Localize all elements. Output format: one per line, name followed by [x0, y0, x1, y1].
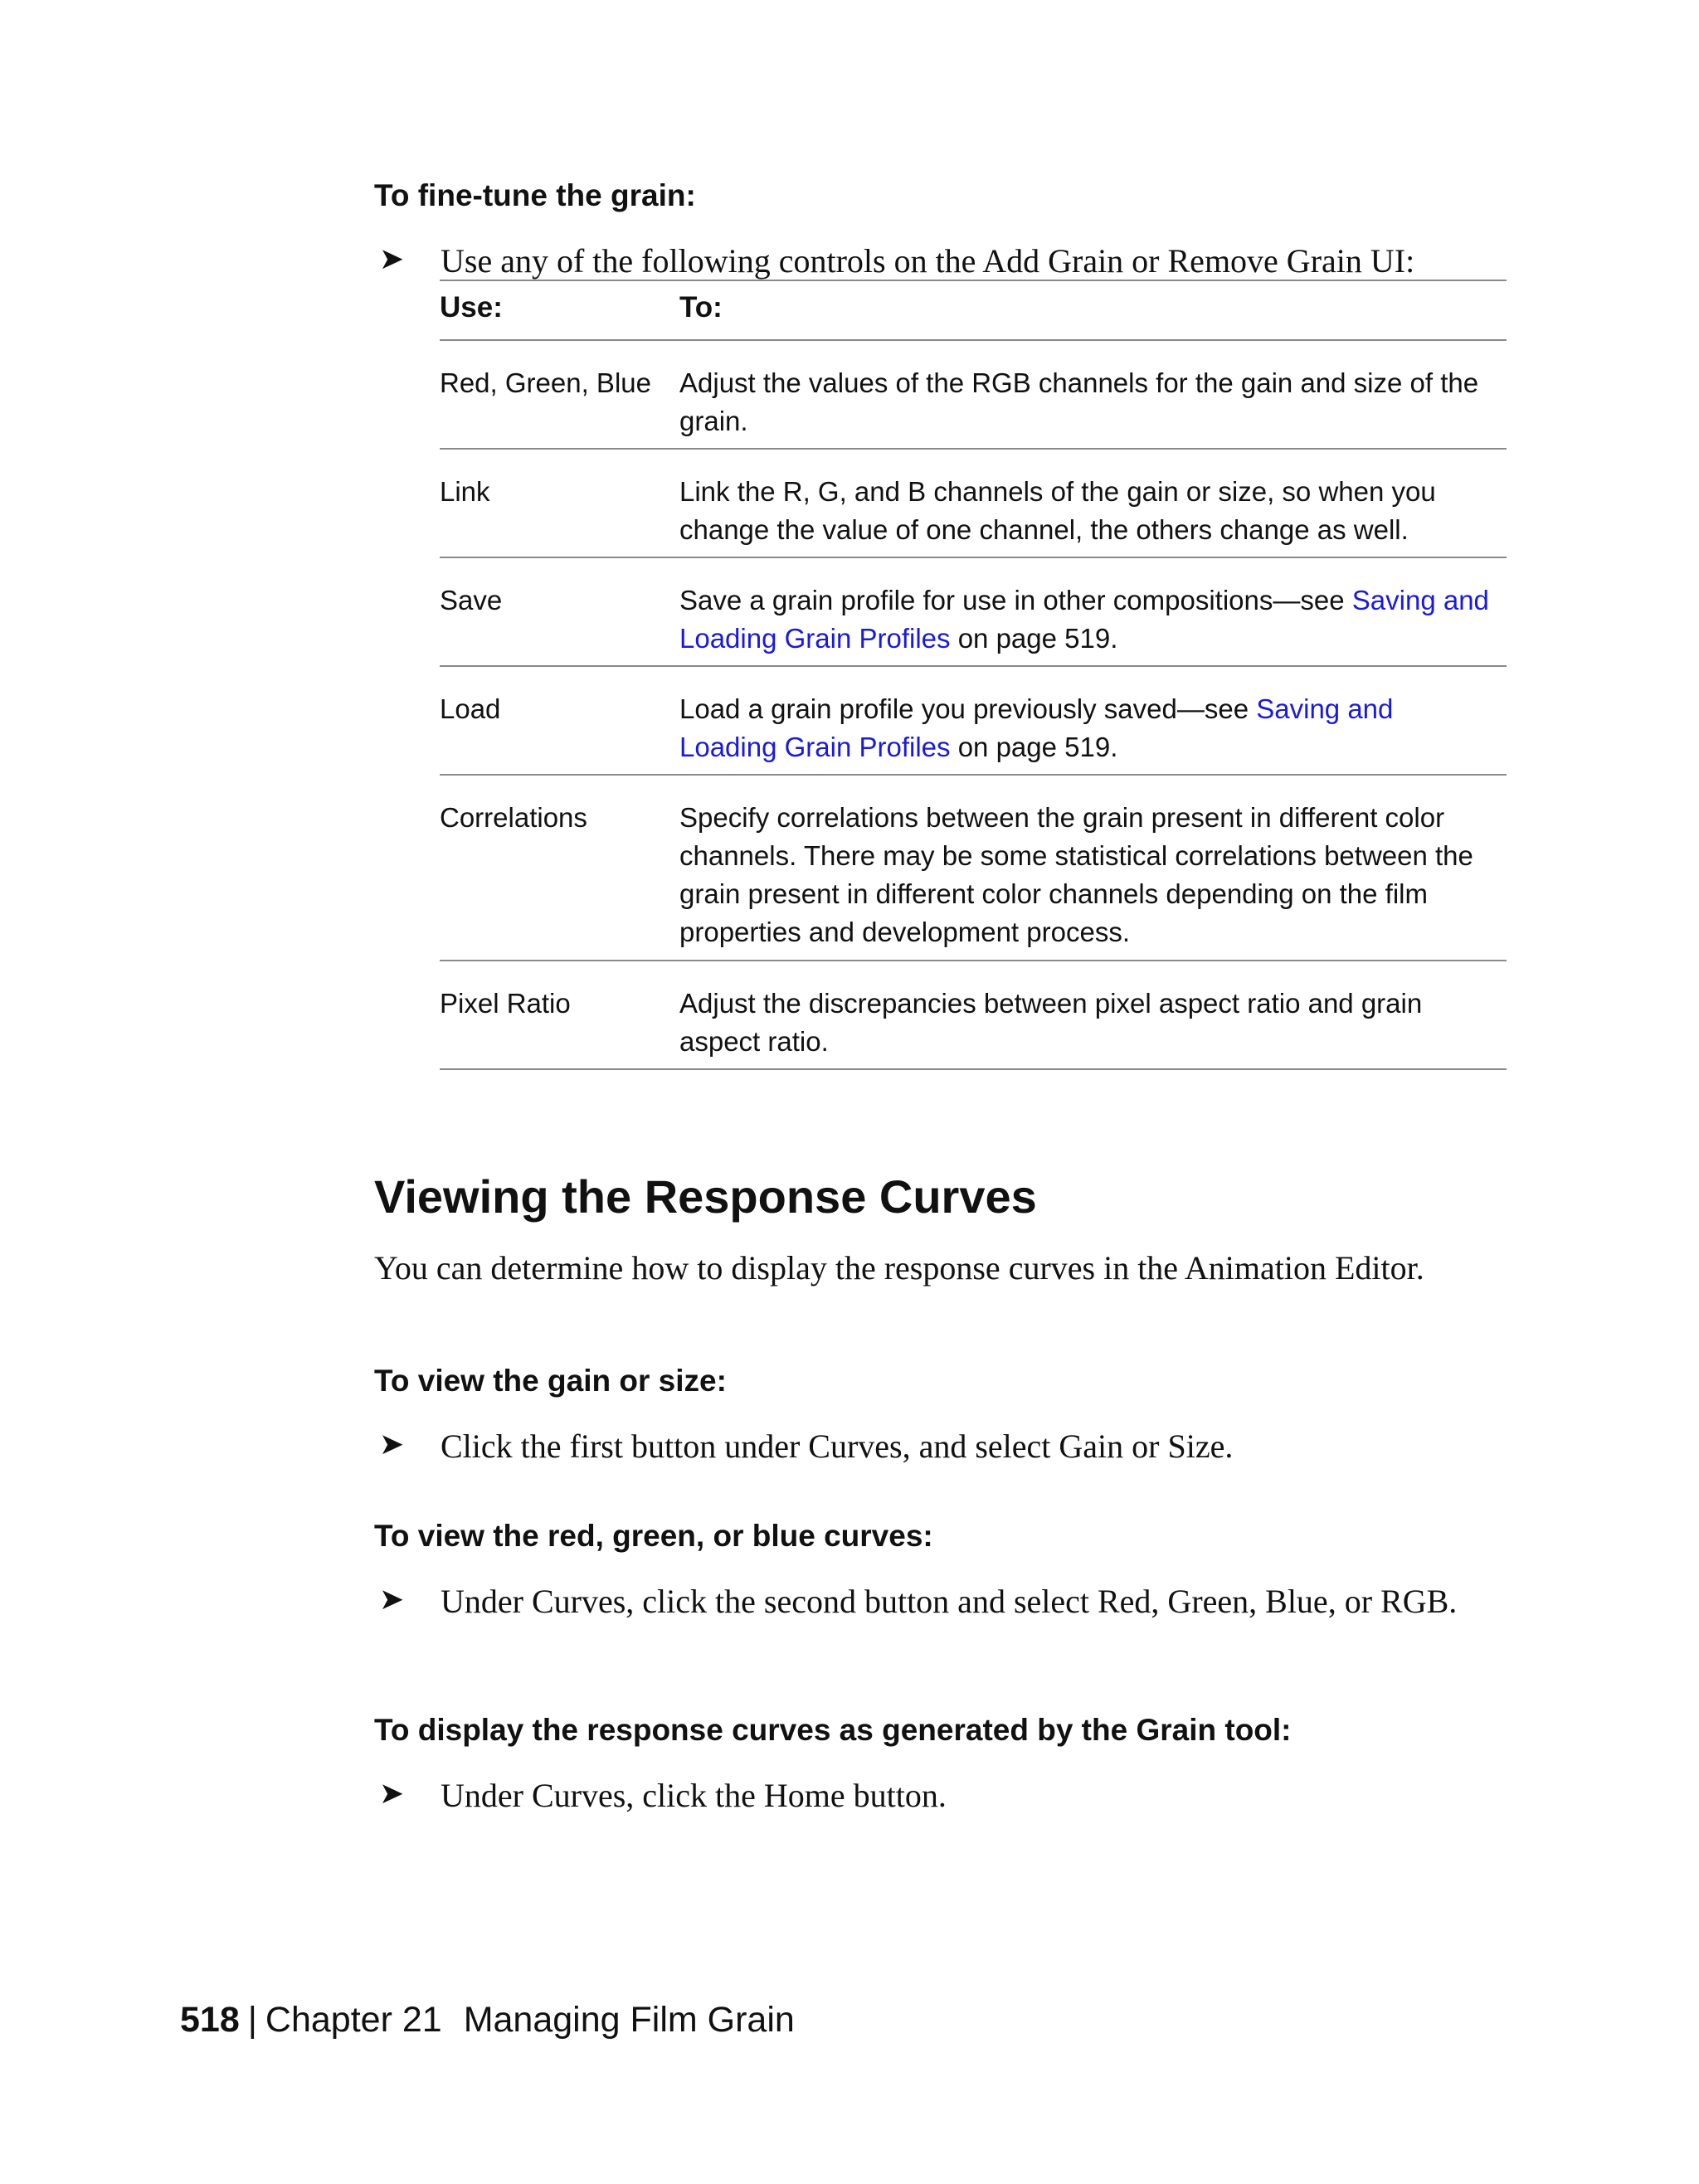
arrow-bullet-icon: ➤ — [379, 242, 405, 276]
table-row-save — [440, 558, 1507, 667]
table-cell-use: Correlations — [440, 802, 587, 833]
arrow-bullet-icon: ➤ — [379, 1428, 405, 1462]
table-cell-use: Red, Green, Blue — [440, 367, 651, 398]
saving-loading-profiles-link[interactable]: Saving and Loading Grain Profiles — [679, 585, 1489, 654]
table-cell-to: Adjust the discrepancies between pixel aspect ratio and grain aspect ratio. — [679, 988, 1423, 1057]
footer-separator: | — [247, 2000, 257, 2040]
table-cell-to — [679, 690, 1492, 766]
page-footer — [180, 1997, 795, 2042]
column-header-use: Use: — [440, 291, 503, 323]
table-row-load — [440, 667, 1507, 776]
chapter-label: Chapter 21 — [265, 2000, 442, 2040]
table-cell-use: Load — [440, 693, 501, 724]
controls-table — [440, 280, 1507, 1070]
arrow-bullet-icon: ➤ — [379, 1777, 405, 1811]
cell-text: Load a grain profile you previously saved—see — [679, 693, 1257, 724]
table-cell-use: Link — [440, 476, 490, 507]
saving-loading-profiles-link[interactable]: Saving and Loading Grain Profiles — [679, 693, 1394, 762]
cell-text: on page 519. — [950, 732, 1118, 762]
procedure-step-gain-size — [374, 1427, 1511, 1467]
step-text: Under Curves, click the second button and select Red, Green, Blue, or RGB. — [441, 1583, 1458, 1620]
table-cell-use: Pixel Ratio — [440, 988, 571, 1019]
table-cell-to — [679, 581, 1492, 658]
table-row-pixel-ratio — [440, 961, 1507, 1070]
page-number: 518 — [180, 2000, 240, 2040]
procedure-step-fine-tune — [374, 241, 1511, 281]
table-header — [440, 280, 1507, 341]
table-row-correlations — [440, 776, 1507, 961]
step-text: Use any of the following controls on the Add Grain or Remove Grain UI: — [441, 242, 1415, 280]
table-cell-use: Save — [440, 585, 503, 615]
chapter-title: Managing Film Grain — [463, 2000, 795, 2040]
procedure-heading-rgb-curves: To view the red, green, or blue curves: — [374, 1519, 933, 1553]
table-cell-to: Link the R, G, and B channels of the gain or size, so when you change the value of one channel, the others change as well. — [679, 476, 1436, 545]
procedure-heading-fine-tune: To fine-tune the grain: — [374, 178, 696, 212]
section-intro: You can determine how to display the response curves in the Animation Editor. — [374, 1249, 1424, 1287]
procedure-heading-gain-size: To view the gain or size: — [374, 1364, 727, 1398]
table-cell-to: Specify correlations between the grain present in different color channels. There may be some statistical correlations between the grain present in different color channels depending on the film properties and development process. — [679, 802, 1473, 947]
section-title: Viewing the Response Curves — [374, 1170, 1037, 1223]
cell-text: Save a grain profile for use in other compositions—see — [679, 585, 1352, 615]
procedure-step-rgb-curves — [374, 1582, 1511, 1661]
table-row-red-green-blue — [440, 341, 1507, 450]
cell-text: on page 519. — [950, 623, 1118, 654]
step-text: Click the first button under Curves, and select Gain or Size. — [441, 1428, 1234, 1465]
step-text: Under Curves, click the Home button. — [441, 1777, 947, 1814]
column-header-to: To: — [679, 291, 723, 323]
table-cell-to: Adjust the values of the RGB channels for the gain and size of the grain. — [679, 367, 1479, 436]
arrow-bullet-icon: ➤ — [379, 1583, 405, 1617]
procedure-step-home — [374, 1776, 1511, 1816]
procedure-heading-home: To display the response curves as generated by the Grain tool: — [374, 1713, 1292, 1747]
table-row-link — [440, 450, 1507, 558]
